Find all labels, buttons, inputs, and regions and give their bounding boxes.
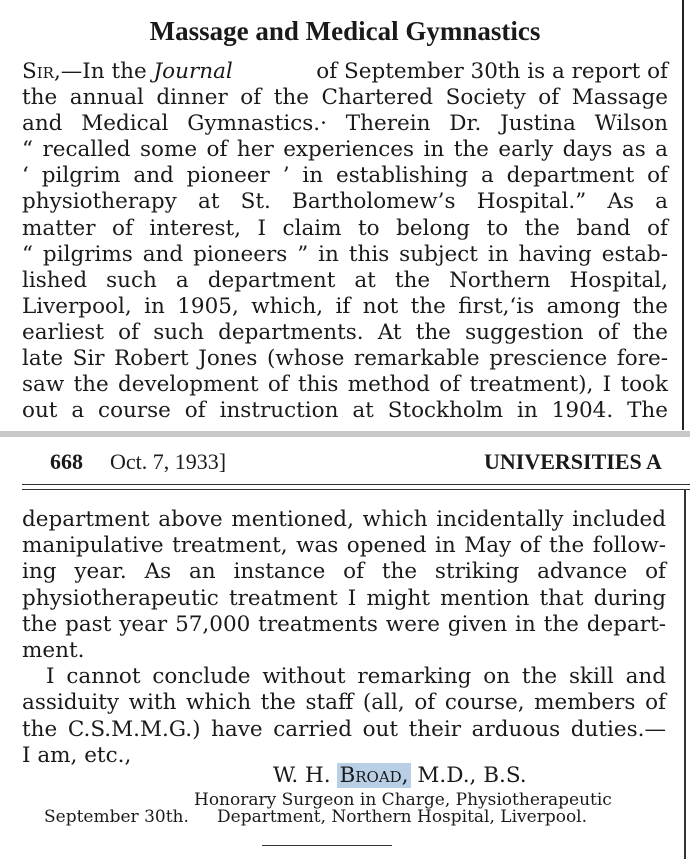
article-line: department above mentioned, which incidentally included	[22, 507, 666, 532]
article-line: ment.	[22, 638, 85, 663]
salutation: Sir,	[22, 59, 61, 84]
end-rule	[262, 845, 392, 846]
article-line: the C.S.M.M.G.) have carried out their arduous duties.—	[22, 716, 666, 742]
signature-position: Honorary Surgeon in Charge, Physiotherapeutic	[194, 790, 612, 810]
article-line: out a course of instruction at Stockholm in 1904. The	[22, 398, 668, 424]
article-line: “ recalled some of her experiences in the early days as a	[22, 137, 668, 163]
header-rule	[22, 489, 690, 490]
page-header	[50, 449, 690, 479]
page-number: 668	[50, 449, 83, 474]
article-line: I am, etc.,	[22, 742, 132, 768]
signature-name: W. H. Broad, M.D., B.S.	[273, 763, 527, 788]
article-line: manipulative treatment, was opened in May of the follow-	[22, 533, 666, 559]
article-line: assiduity with which the staff (all, of course, members of	[22, 690, 666, 716]
article-line: I cannot conclude without remarking on the skill and	[46, 664, 666, 690]
journal-name: Journal	[153, 59, 233, 84]
article-line: matter of interest, I claim to belong to the band of	[22, 215, 668, 241]
article-title: Massage and Medical Gymnastics	[149, 16, 541, 46]
article-line: and Medical Gymnastics.· Therein Dr. Justina Wilson	[22, 111, 668, 137]
article-line: physiotherapy at St. Bartholomew’s Hospital.” As a	[22, 189, 668, 215]
signature-position: Department, Northern Hospital, Liverpool.	[217, 807, 588, 827]
article-line: lished such a department at the Northern Hospital,	[22, 267, 668, 293]
article-line: saw the development of this method of treatment), I took	[22, 372, 668, 398]
article-line: physiotherapeutic treatment I might mention that during	[22, 585, 666, 611]
article-line: the past year 57,000 treatments were given in the depart-	[22, 611, 666, 637]
article-line: ‘ pilgrim and pioneer ’ in establishing a department of	[22, 163, 668, 189]
signature-date: September 30th.	[44, 807, 189, 827]
article-line: ing year. As an instance of the striking advance of	[22, 559, 666, 585]
section-heading: UNIVERSITIES A	[484, 449, 662, 474]
surname: Broad,	[339, 763, 409, 788]
issue-date: Oct. 7, 1933]	[110, 449, 227, 474]
article-line: Liverpool, in 1905, which, if not the first,‘is among the	[22, 293, 668, 319]
article-line: earliest of such departments. At the suggestion of the	[22, 319, 668, 345]
article-line: late Sir Robert Jones (whose remarkable prescience fore-	[22, 346, 668, 371]
column-rule	[684, 490, 686, 859]
article-line: the annual dinner of the Chartered Society of Massage	[22, 85, 668, 110]
header-rule	[22, 484, 690, 485]
article-line: “ pilgrims and pioneers ” in this subject in having estab-	[22, 241, 668, 267]
article-line: Sir,—In the Journal of September 30th is a report of	[22, 59, 668, 84]
